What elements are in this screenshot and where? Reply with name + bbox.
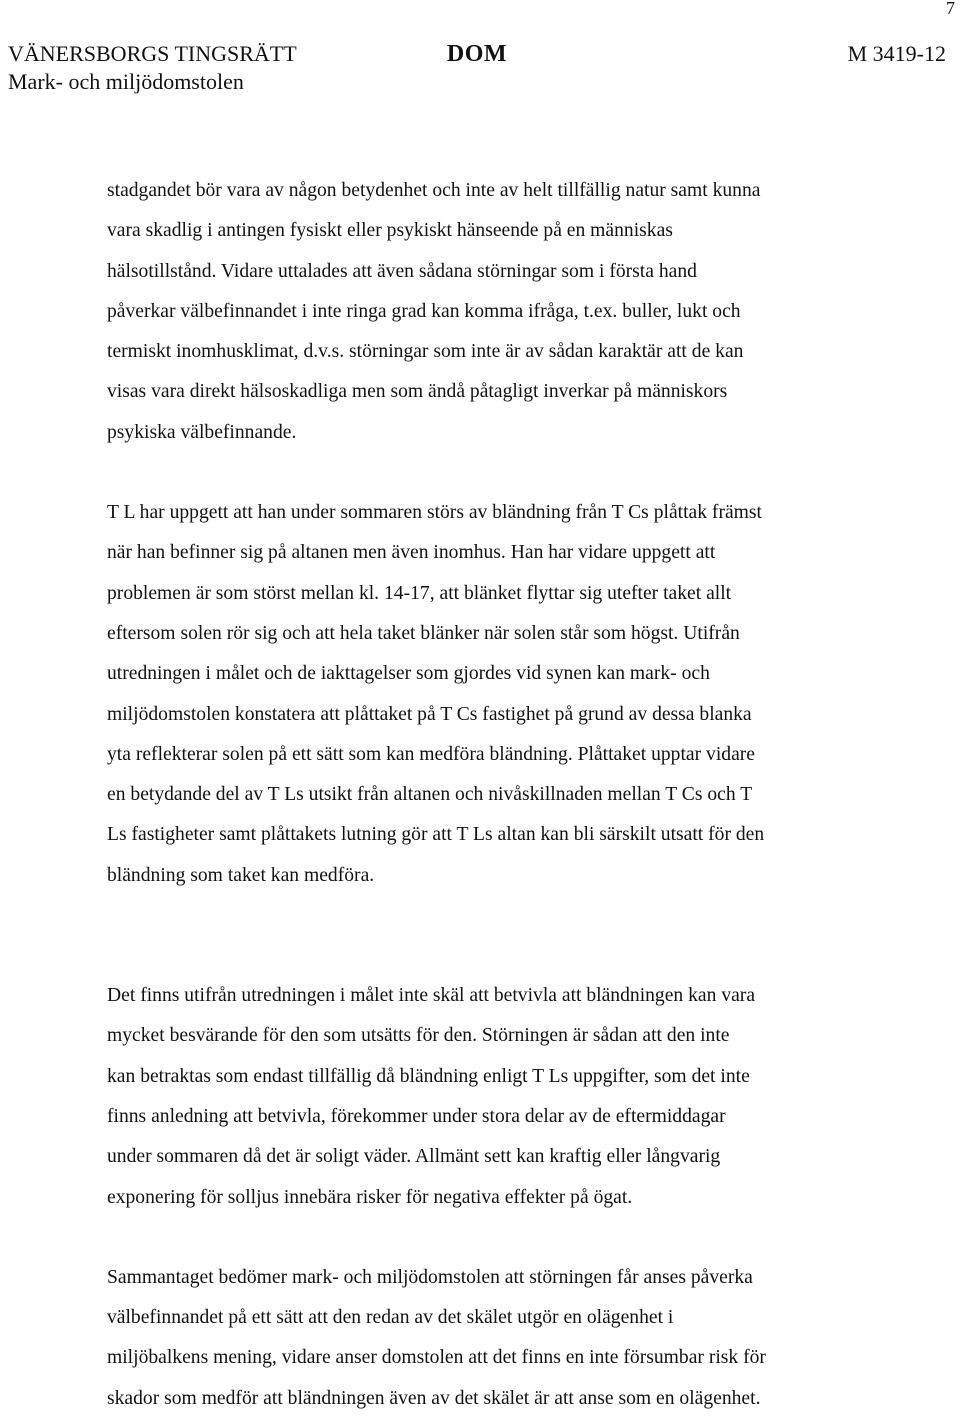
- text-line: psykiska välbefinnande.: [107, 421, 297, 443]
- document-body: [107, 171, 897, 1419]
- text-line: exponering för solljus innebära risker för negativa effekter på ögat.: [107, 1186, 633, 1208]
- text-line: mycket besvärande för den som utsätts för den. Störningen är sådan att den inte: [107, 1025, 730, 1047]
- case-number: M 3419-12: [847, 41, 946, 66]
- text-line: hälsotillstånd. Vidare uttalades att även sådana störningar som i första hand: [107, 260, 697, 282]
- paragraph-3: [107, 976, 897, 1218]
- paragraph-2: [107, 493, 897, 896]
- text-line: välbefinnandet på ett sätt att den redan av det skälet utgör en olägenhet i: [107, 1307, 674, 1329]
- text-line: eftersom solen rör sig och att hela taket blänker när solen står som högst. Utifrån: [107, 622, 740, 644]
- text-line: miljödomstolen konstatera att plåttaket på T Cs fastighet på grund av dessa blanka: [107, 703, 752, 725]
- court-name: VÄNERSBORGS TINGSRÄTT: [8, 41, 297, 66]
- text-line: kan betraktas som endast tillfällig då bländning enligt T Ls uppgifter, som det inte: [107, 1065, 750, 1087]
- paragraph-4: [107, 1258, 897, 1419]
- text-line: T L har uppgett att han under sommaren störs av bländning från T Cs plåttak främst: [107, 502, 762, 524]
- text-line: en betydande del av T Ls utsikt från altanen och nivåskillnaden mellan T Cs och T: [107, 784, 753, 806]
- text-line: finns anledning att betvivla, förekommer under stora delar av de eftermiddagar: [107, 1105, 726, 1127]
- text-line: när han befinner sig på altanen men även inomhus. Han har vidare uppgett att: [107, 542, 716, 564]
- text-line: Det finns utifrån utredningen i målet inte skäl att betvivla att bländningen kan vara: [107, 985, 756, 1007]
- page-number: 7: [946, 0, 955, 18]
- text-line: problemen är som störst mellan kl. 14-17, att blänket flyttar sig utefter taket allt: [107, 582, 732, 604]
- text-line: yta reflekterar solen på ett sätt som kan medföra bländning. Plåttaket upptar vidare: [107, 743, 756, 765]
- paragraph-1: [107, 171, 897, 453]
- text-line: miljöbalkens mening, vidare anser domstolen att det finns en inte försumbar risk för: [107, 1347, 766, 1369]
- court-division: Mark- och miljödomstolen: [8, 69, 244, 94]
- text-line: påverkar välbefinnandet i inte ringa grad kan komma ifråga, t.ex. buller, lukt och: [107, 300, 741, 322]
- text-line: bländning som taket kan medföra.: [107, 864, 375, 886]
- text-line: utredningen i målet och de iakttagelser som gjordes vid synen kan mark- och: [107, 663, 710, 685]
- text-line: under sommaren då det är soligt väder. Allmänt sett kan kraftig eller långvarig: [107, 1146, 721, 1168]
- text-line: Ls fastigheter samt plåttakets lutning gör att T Ls altan kan bli särskilt utsatt för den: [107, 824, 765, 846]
- document-type: DOM: [446, 41, 508, 67]
- text-line: visas vara direkt hälsoskadliga men som ändå påtagligt inverkar på människors: [107, 381, 728, 403]
- text-line: vara skadlig i antingen fysiskt eller psykiskt hänseende på en människas: [107, 220, 673, 242]
- text-line: Sammantaget bedömer mark- och miljödomstolen att störningen får anses påverka: [107, 1266, 753, 1288]
- text-line: termiskt inomhusklimat, d.v.s. störningar som inte är av sådan karaktär att de kan: [107, 341, 744, 363]
- text-line: skador som medför att bländningen även av det skälet är att anse som en olägenhet.: [107, 1387, 761, 1409]
- text-line: stadgandet bör vara av någon betydenhet och inte av helt tillfällig natur samt kunna: [107, 180, 761, 201]
